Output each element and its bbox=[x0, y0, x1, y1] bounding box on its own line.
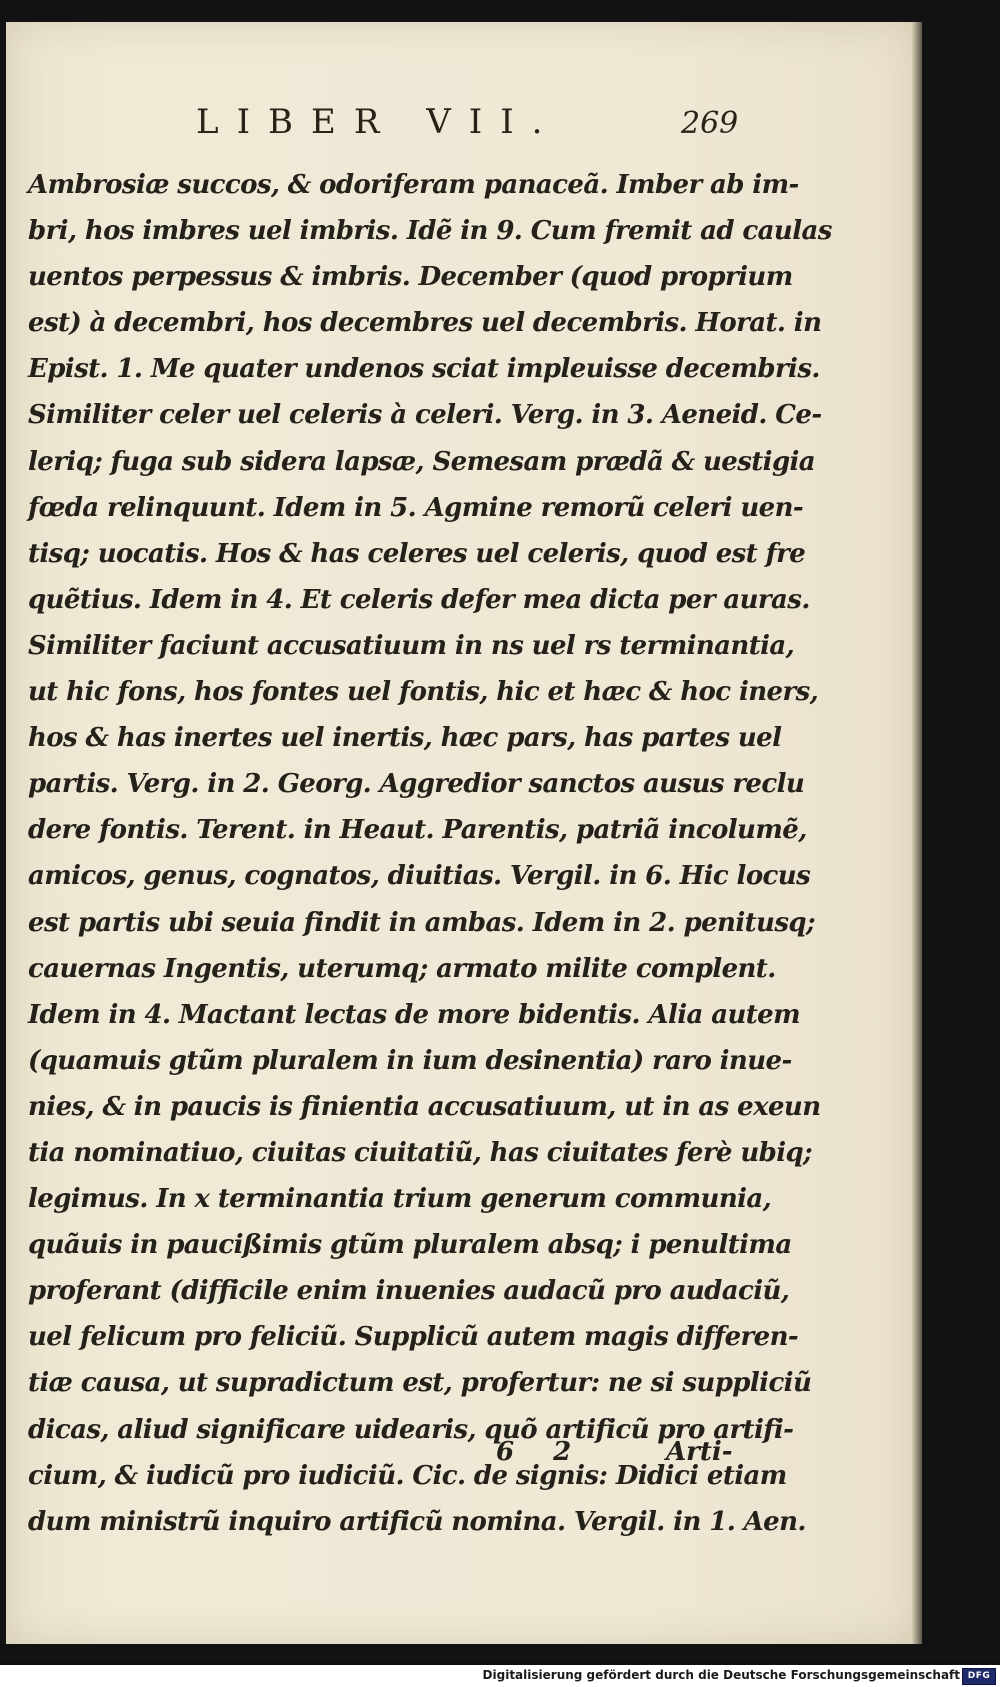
text-line: Ambrosiæ succos, & odoriferam panaceã. Imber ab im- bbox=[28, 170, 799, 200]
text-line: est) à decembri, hos decembres uel decembris. Horat. in bbox=[28, 308, 822, 339]
text-line: partis. Verg. in 2. Georg. Aggredior sanctos ausus reclu bbox=[28, 769, 805, 800]
text-line: cium, & iudicũ pro iudiciũ. Cic. de signis: Didici etiam bbox=[28, 1460, 787, 1491]
text-line: proferant (difficile enim inuenies audacũ pro audaciũ, bbox=[28, 1276, 790, 1307]
text-line: (quamuis gtũm pluralem in ium desinentia) raro inue- bbox=[28, 1045, 792, 1076]
text-line: est partis ubi seuia findit in ambas. Idem in 2. penitusq; bbox=[28, 907, 815, 938]
book-page bbox=[6, 22, 916, 1644]
dfg-logo-icon bbox=[962, 1668, 996, 1685]
text-line: Idem in 4. Mactant lectas de more bidentis. Alia autem bbox=[28, 999, 801, 1030]
dfg-logo-text: DFG bbox=[967, 1671, 991, 1681]
running-title: LIBER VII. bbox=[196, 102, 561, 142]
text-line: uel felicum pro feliciũ. Supplicũ autem magis differen- bbox=[28, 1322, 799, 1353]
text-line: quãuis in paucißimis gtũm pluralem absq; i penultima bbox=[28, 1230, 792, 1261]
digitization-credit: Digitalisierung gefördert durch die Deutsche Forschungsgemeinschaft bbox=[482, 1668, 960, 1682]
text-line: tia nominatiuo, ciuitas ciuitatiũ, has ciuitates ferè ubiq; bbox=[28, 1137, 813, 1168]
catchword: Arti- bbox=[666, 1437, 733, 1467]
text-line: legimus. In x terminantia trium generum communia, bbox=[28, 1184, 772, 1215]
text-line: dicas, aliud significare uidearis, quõ artificũ pro artifi- bbox=[28, 1414, 794, 1445]
text-line: fœda relinquunt. Idem in 5. Agmine remorũ celeri uen- bbox=[28, 492, 804, 523]
text-block bbox=[28, 162, 832, 1545]
text-line: nies, & in paucis is finientia accusatiuum, ut in as exeun bbox=[28, 1091, 821, 1122]
page-footer bbox=[6, 1437, 916, 1477]
text-line: dum ministrũ inquiro artificũ nomina. Vergil. in 1. Aen. bbox=[28, 1506, 806, 1537]
text-line: tiæ causa, ut supradictum est, profertur: ne si suppliciũ bbox=[28, 1368, 812, 1399]
signature-mark: 6 2 bbox=[496, 1437, 572, 1467]
text-line: dere fontis. Terent. in Heaut. Parentis, patriã incolumẽ, bbox=[28, 815, 807, 846]
text-line: cauernas Ingentis, uterumq; armato milite complent. bbox=[28, 953, 776, 984]
text-line: tisq; uocatis. Hos & has celeres uel celeris, quod est fre bbox=[28, 538, 806, 569]
running-head bbox=[6, 102, 916, 152]
text-line: leriq; fuga sub sidera lapsæ, Semesam prædã & uestigia bbox=[28, 446, 816, 477]
text-line: amicos, genus, cognatos, diuitias. Vergil. in 6. Hic locus bbox=[28, 861, 811, 892]
text-line: bri, hos imbres uel imbris. Idẽ in 9. Cum fremit ad caulas bbox=[28, 216, 832, 247]
text-line: ut hic fons, hos fontes uel fontis, hic et hæc & hoc iners, bbox=[28, 677, 819, 708]
page-number: 269 bbox=[681, 106, 739, 141]
text-line: uentos perpessus & imbris. December (quod proprium bbox=[28, 262, 793, 293]
text-line: hos & has inertes uel inertis, hæc pars, has partes uel bbox=[28, 723, 782, 754]
digitization-credit-bar bbox=[0, 1665, 1000, 1687]
text-line: quẽtius. Idem in 4. Et celeris defer mea dicta per auras. bbox=[28, 584, 810, 615]
text-line: Epist. 1. Me quater undenos sciat impleuisse decembris. bbox=[28, 354, 820, 385]
text-line: Similiter celer uel celeris à celeri. Verg. in 3. Aeneid. Ce- bbox=[28, 400, 822, 431]
text-line: Similiter faciunt accusatiuum in ns uel rs terminantia, bbox=[28, 630, 795, 661]
